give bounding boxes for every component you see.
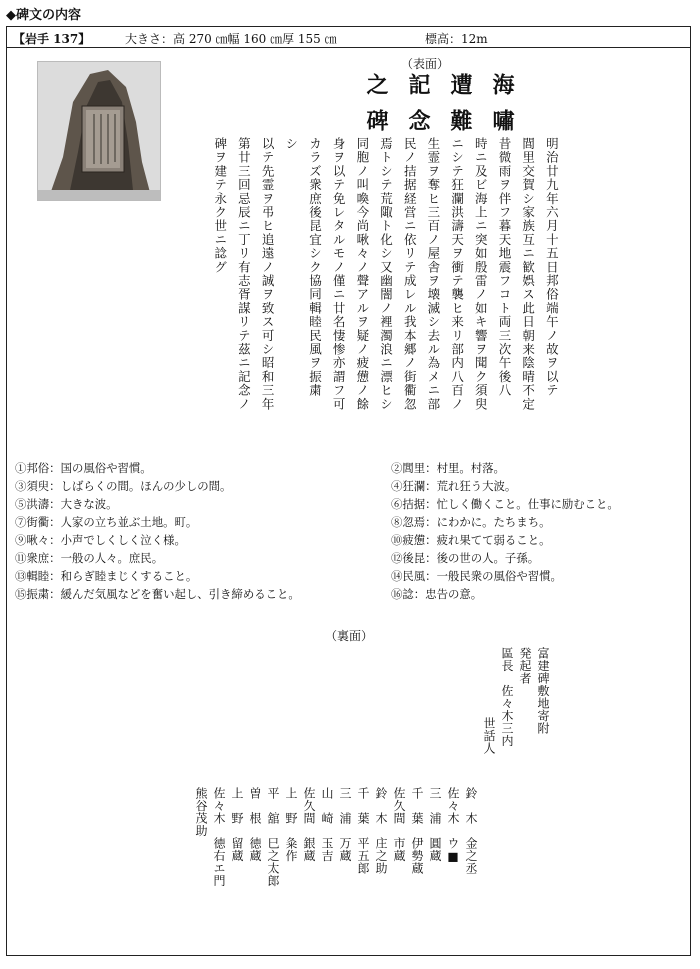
glossary-entry: ⑧忽焉：にわかに。たちまち。 [391,515,551,529]
back-column: 曽 根 徳蔵 [248,787,262,862]
glossary-entry: ⑦街衢：人家の立ち並ぶ土地。町。 [15,515,198,529]
front-column: 民ノ拮据経営ニ依リテ成レル我本郷ノ街衢忽 [402,137,418,411]
title-column: 之碑 [363,73,389,145]
front-inscription [202,137,560,411]
front-label: （表面） [401,57,450,71]
glossary-entry: ②閭里：村里。村落。 [391,461,505,475]
back-column: 発起者 [518,647,532,685]
front-column: 生霊ヲ奪ヒ三百ノ屋舎ヲ壊滅シ去ル為メニ部 [425,137,441,411]
info-bar [7,27,690,48]
glossary-right [391,459,619,603]
back-column: 上 野 留蔵 [230,787,244,862]
title-column: 海嘯 [489,73,515,145]
back-column: 世話人 [482,717,496,755]
back-column: 鈴 木 金之丞 [464,787,478,875]
glossary-entry: ⑬輯睦：和らぎ睦まじくすること。 [15,569,198,583]
front-column: 焉トシテ荒陬ト化シ又幽闇ノ裡濁浪ニ漂ヒシ [378,137,394,411]
back-column: 區長 佐々木三内 [500,647,514,747]
stone-monument-image [38,62,160,200]
monument-elevation: 標高：12m [425,32,488,46]
front-column: シ [283,137,299,151]
glossary-entry: ⑭民風：一般民衆の風俗や習慣。 [391,569,562,583]
monument-tag: 【岩手 137】 [13,32,91,46]
back-column: 熊谷茂助 [194,787,208,837]
inscription-frame [6,26,691,956]
glossary-entry: ⑮振粛：緩んだ気風などを奮い起し、引き締めること。 [15,587,300,601]
title-column: 遭難 [447,73,473,145]
page-header: ◆碑文の内容 [6,8,81,23]
glossary-entry: ①邦俗：国の風俗や習慣。 [15,461,152,475]
front-column: カラズ衆庶後昆宜シク協同輯睦民風ヲ振粛 [307,137,323,398]
glossary-entry: ⑯諗：忠告の意。 [391,587,483,601]
back-column: 鈴 木 庄之助 [374,787,388,875]
back-column: 佐々木 徳右エ門 [212,787,226,887]
glossary-entry: ⑥拮据：忙しく働くこと。仕事に励むこと。 [391,497,619,511]
front-column: 第廿三回忌辰ニ丁リ有志胥謀リテ茲ニ記念ノ [236,137,252,411]
glossary-entry: ⑫後昆：後の世の人。子孫。 [391,551,540,565]
glossary-left [15,459,300,603]
front-column: 時ニ及ビ海上ニ突如殷雷ノ如キ響ヲ聞ク須臾 [473,137,489,411]
back-label: （裏面） [325,629,374,643]
glossary-entry: ⑤洪濤：大きな波。 [15,497,118,511]
glossary-entry: ⑩疲憊：疲れ果てて弱ること。 [391,533,551,547]
glossary-entry: ③須臾：しばらくの間。ほんの少しの間。 [15,479,232,493]
back-column: 千 葉 伊勢蔵 [410,787,424,875]
back-column: 三 浦 圓蔵 [428,787,442,862]
glossary-entry: ④狂瀾：荒れ狂う大波。 [391,479,517,493]
front-column: 昔微雨ヲ伴フ暮天地震フコト両三次午後八 [496,137,512,398]
back-column: 三 浦 万蔵 [338,787,352,862]
glossary-entry: ⑨啾々：小声でしくしく泣く様。 [15,533,186,547]
back-column: 平 舘 巳之太郎 [266,787,280,887]
monument-photo [37,61,161,201]
back-column: 富建碑敷地寄附 [536,647,550,735]
back-column: 上 野 粂作 [284,787,298,862]
back-column: 千 葉 平五郎 [356,787,370,875]
front-column: 碑ヲ建テ永ク世ニ諗グ [212,137,228,274]
front-column: 閭里交賀シ家族互ニ歓娯ス此日朝来陰晴不定 [520,137,536,411]
front-column: 以テ先霊ヲ弔ヒ追遠ノ誠ヲ致ス可シ昭和三年 [260,137,276,411]
back-column: 佐々木 ウ■ [446,787,460,864]
inscription-title [345,73,513,145]
front-column: 明治廿九年六月十五日邦俗端午ノ故ヲ以テ [544,137,560,398]
back-inscription [189,647,549,887]
back-column: 山 崎 玉吉 [320,787,334,862]
front-column: 身ヲ以テ免レタルモノ僅ニ廿名悽惨亦謂フ可 [331,137,347,411]
front-column: ニシテ狂瀾洪濤天ヲ衝テ襲ヒ来リ部内八百ノ [449,137,465,411]
back-column: 佐久間 銀蔵 [302,787,316,862]
title-column: 記念 [405,73,431,145]
glossary-entry: ⑪衆庶：一般の人々。庶民。 [15,551,164,565]
front-column: 同胞ノ叫喚今尚啾々ノ聲アルヲ疑ノ疲憊ノ餘 [354,137,370,411]
back-column: 佐久間 市蔵 [392,787,406,862]
monument-size: 大きさ：高 270 ㎝幅 160 ㎝厚 155 ㎝ [125,32,337,46]
